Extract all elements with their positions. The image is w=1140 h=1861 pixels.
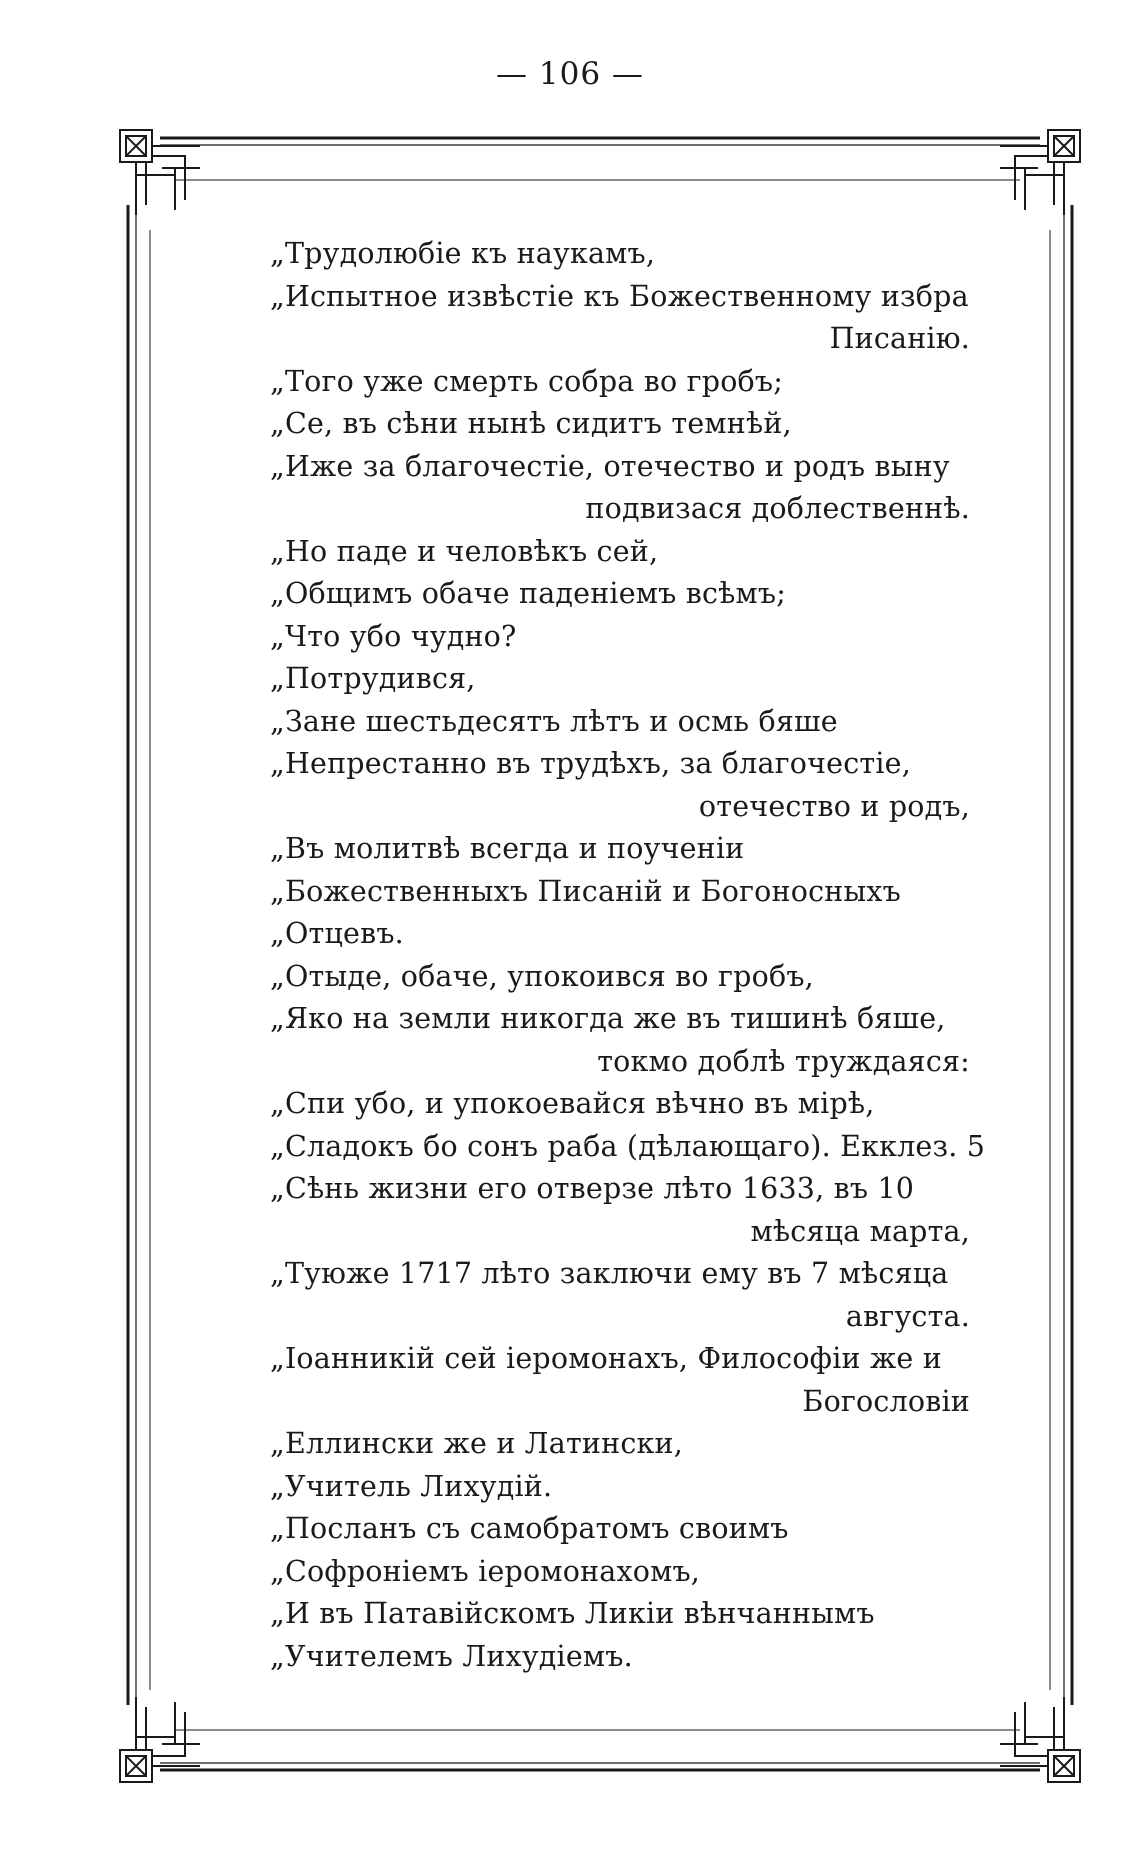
poem-line: „Туюже 1717 лѣто заключи ему въ 7 мѣсяца xyxy=(270,1257,949,1290)
poem-line-continuation: токмо доблѣ труждаяся: xyxy=(597,1044,970,1078)
poem-line: „Софроніемъ іеромонахомъ, xyxy=(270,1554,701,1588)
poem-line: „Се, въ сѣни нынѣ сидитъ темнѣй, xyxy=(270,407,792,440)
poem-line: „Непрестанно въ трудѣхъ, за благочестіе, xyxy=(270,747,912,780)
poem-line: „Потрудився, xyxy=(270,662,476,695)
poem-line-continuation: подвизася доблественнѣ. xyxy=(585,492,970,525)
poem-line: „Божественныхъ Писаній и Богоносныхъ xyxy=(270,874,901,908)
poem-line: „Спи убо, и упокоевайся вѣчно въ мірѣ, xyxy=(270,1087,875,1120)
page-number: — 106 — xyxy=(496,56,644,92)
poem-line: „Іоанникій сей іеромонахъ, Философіи же и xyxy=(270,1342,942,1375)
corner-ornament-top-left xyxy=(120,130,200,215)
poem-line: „Отыде, обаче, упокоився во гробъ, xyxy=(270,959,814,993)
poem-line: „Того уже смерть собра во гробъ; xyxy=(270,364,784,398)
poem-line-continuation: мѣсяца марта, xyxy=(750,1214,970,1248)
poem-line-continuation: августа. xyxy=(845,1299,970,1333)
poem-line: „Учитель Лихудій. xyxy=(270,1469,553,1503)
poem-line: „Но паде и человѣкъ сей, xyxy=(270,534,659,568)
poem-line-continuation: отечество и родъ, xyxy=(698,789,970,823)
poem-line: „Сладокъ бо сонъ раба (дѣлающаго). Екклез. 5 xyxy=(270,1129,986,1163)
poem-line: „Посланъ съ самобратомъ своимъ xyxy=(270,1512,789,1545)
poem-line: „Яко на земли никогда же въ тишинѣ бяше, xyxy=(270,1002,946,1035)
poem-line: „И въ Патавійскомъ Ликіи вѣнчаннымъ xyxy=(270,1597,875,1630)
poem-line: „Въ молитвѣ всегда и поученіи xyxy=(270,832,745,865)
poem-text xyxy=(270,233,986,1678)
poem-line: „Что убо чудно? xyxy=(270,619,517,653)
poem-line: „Зане шестьдесятъ лѣтъ и осмь бяше xyxy=(270,704,838,738)
poem-line-continuation: Богословіи xyxy=(802,1384,970,1418)
poem-line: „Трудолюбіе къ наукамъ, xyxy=(270,237,656,270)
corner-ornament-top-right xyxy=(1000,130,1080,215)
poem-line: „Испытное извѣстіе къ Божественному избра xyxy=(270,279,969,313)
poem-line: „Отцевъ. xyxy=(270,917,404,950)
poem-line: „Общимъ обаче паденіемъ всѣмъ; xyxy=(270,577,787,610)
poem-line-continuation: Писанію. xyxy=(829,322,970,355)
poem-line: „Иже за благочестіе, отечество и родъ выну xyxy=(270,449,950,483)
poem-line: „Еллински же и Латински, xyxy=(270,1427,683,1460)
poem-line: „Учителемъ Лихудіемъ. xyxy=(270,1639,633,1673)
poem-line: „Сѣнь жизни его отверзе лѣто 1633, въ 10 xyxy=(270,1172,915,1205)
